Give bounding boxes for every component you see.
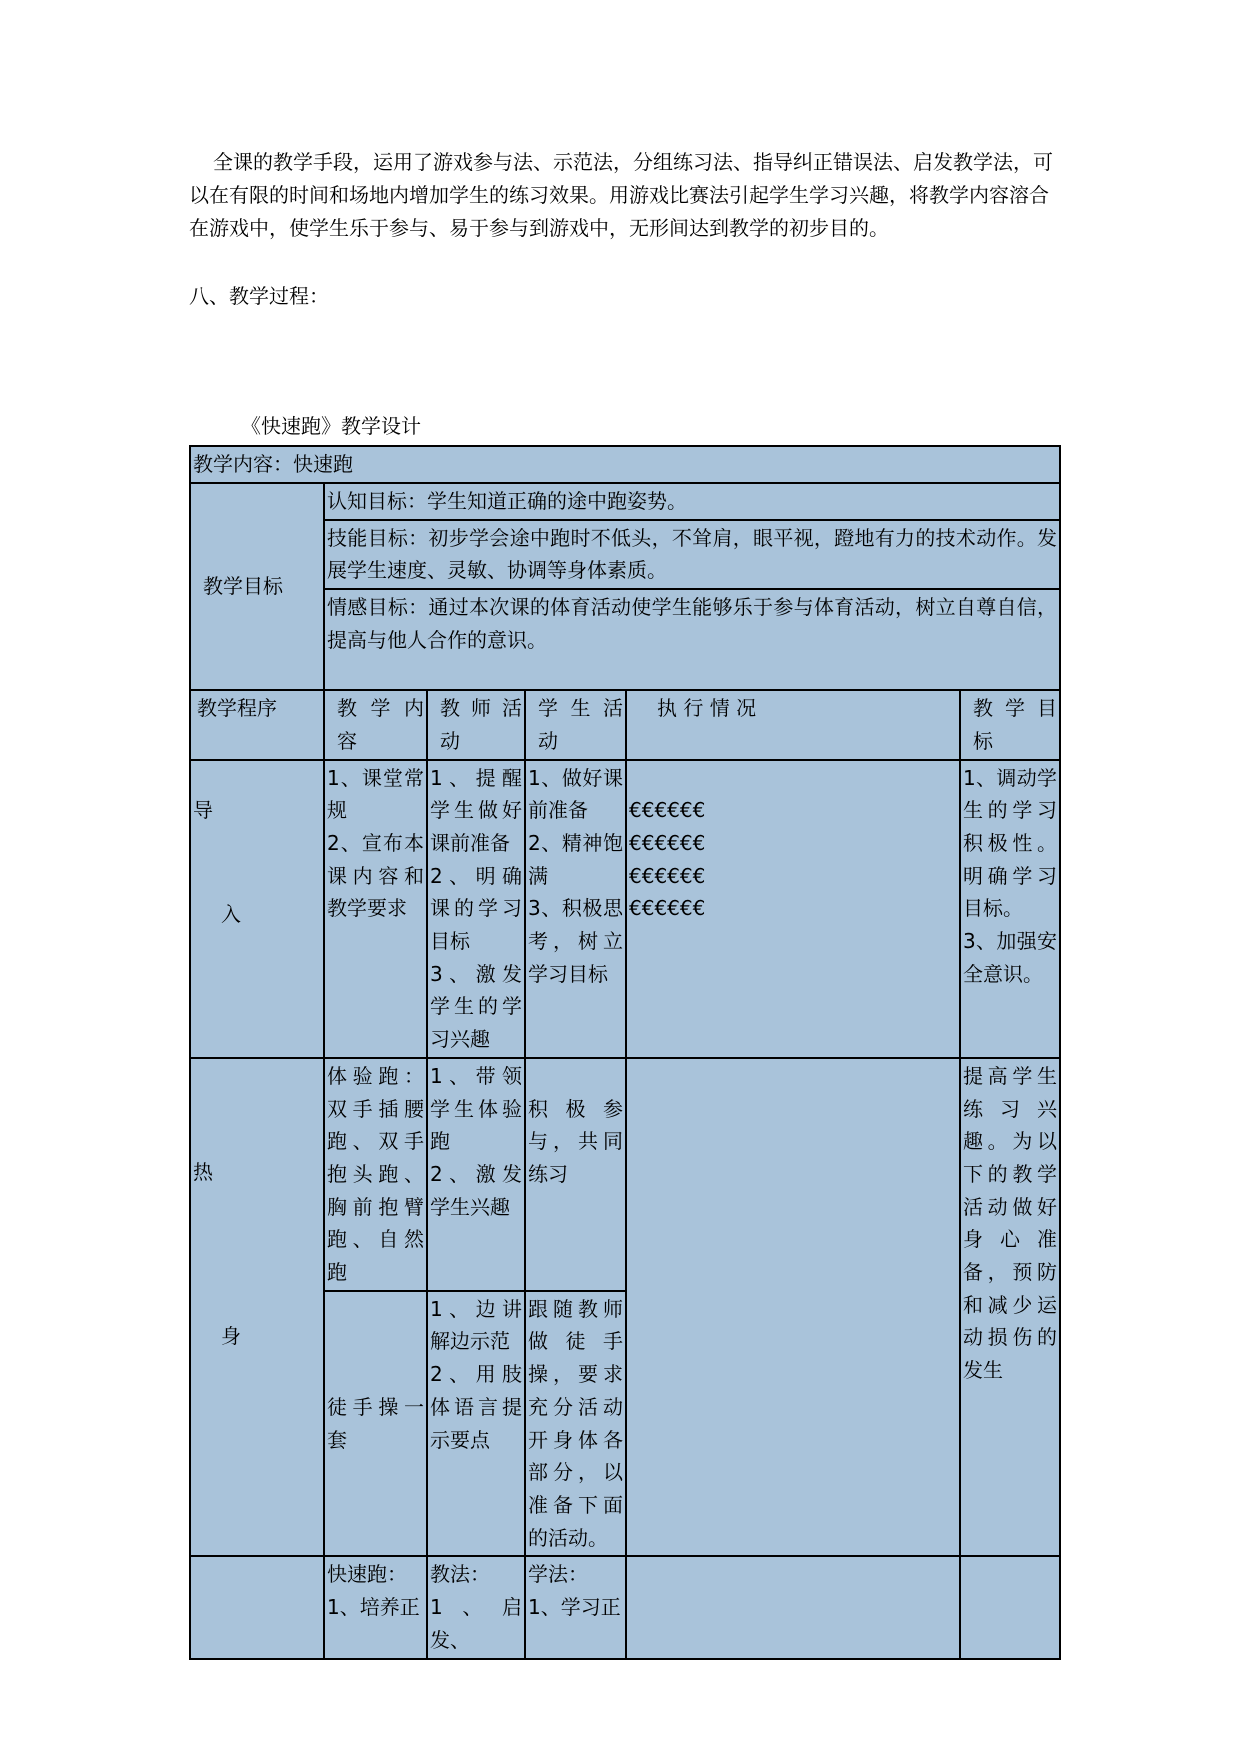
warmup-student-b: 跟随教师做徒手操，要求充分活动开身体各部分，以准备下面的活动。 [525,1291,626,1557]
warmup-student-a: 积极参与，共同练习 [525,1058,626,1291]
table-row [190,483,1060,520]
affective-objective: 情感目标：通过本次课的体育活动使学生能够乐于参与体育活动，树立自尊自信，提高与他人合作的意识。 [324,589,1060,690]
header-goal: 教 学 目 标 [960,690,1060,759]
stage-warmup-bottom: 身 [221,1323,241,1348]
warmup-teacher-b: 1、边讲解边示范 2、用肢体语言提示要点 [427,1291,525,1557]
header-teacher: 教 师 活 动 [427,690,525,759]
intro-content: 1、课堂常规 2、宣布本课内容和教学要求 [324,760,427,1058]
intro-paragraph: 全课的教学手段，运用了游戏参与法、示范法，分组练习法、指导纠正错误法、启发教学法，可以在有限的时间和场地内增加学生的练习效果。用游戏比赛法引起学生学习兴趣，将教学内容溶合在游戏中，使学生乐于参与、易于参与到游戏中，无形间达到教学的初步目的。 [189,150,1053,240]
run-stage [190,1556,324,1658]
intro-execution: €€€€€€ €€€€€€ €€€€€€ €€€€€€ [626,760,960,1058]
intro-goal: 1、调动学生的学习积极性。明确学习目标。 3、加强安全意识。 [960,760,1060,1058]
stage-intro-top: 导 [193,797,213,822]
table-row [190,760,1060,1058]
skill-objective: 技能目标：初步学会途中跑时不低头，不耸肩，眼平视，蹬地有力的技术动作。发展学生速度、灵敏、协调等身体素质。 [324,520,1060,589]
table-row [190,1556,1060,1658]
section-heading: 八、教学过程： [189,284,329,308]
warmup-goal: 提高学生练习兴趣。为以下的教学活动做好身心准备，预防和减少运动损伤的发生 [960,1058,1060,1557]
warmup-teacher-a: 1、带领学生体验跑 2、激发学生兴趣 [427,1058,525,1291]
run-content: 快速跑： 1、培养正 [324,1556,427,1658]
header-row [190,690,1060,759]
cognitive-objective: 认知目标：学生知道正确的途中跑姿势。 [324,483,1060,520]
table-row [190,1058,1060,1291]
table-caption: 《快速跑》教学设计 [241,414,421,438]
run-teacher: 教法： 1、启发、 [427,1556,525,1658]
stage-warmup-top: 热 [193,1159,213,1184]
stage-intro-bottom: 入 [221,902,241,927]
table-row [190,446,1060,483]
header-procedure: 教学程序 [190,690,324,759]
run-student: 学法： 1、学习正 [525,1556,626,1658]
stage-intro [190,760,324,1058]
lesson-plan-table [189,445,1061,1660]
stage-warmup [190,1058,324,1557]
warmup-execution [626,1058,960,1557]
objectives-label: 教学目标 [190,483,324,690]
header-content: 教 学 内 容 [324,690,427,759]
header-execution: 执 行 情 况 [626,690,960,759]
run-goal [960,1556,1060,1658]
run-execution [626,1556,960,1658]
intro-student: 1、做好课前准备 2、精神饱满 3、积极思考，树立学习目标 [525,760,626,1058]
intro-teacher: 1、提醒学生做好课前准备 2、明确课的学习目标 3、激发学生的学习兴趣 [427,760,525,1058]
warmup-content-a: 体验跑：双手插腰跑、双手抱头跑、胸前抱臂跑、自然跑 [324,1058,427,1291]
warmup-content-b: 徒手操一套 [324,1291,427,1557]
teaching-content-cell: 教学内容：快速跑 [190,446,1060,483]
header-student: 学 生 活 动 [525,690,626,759]
